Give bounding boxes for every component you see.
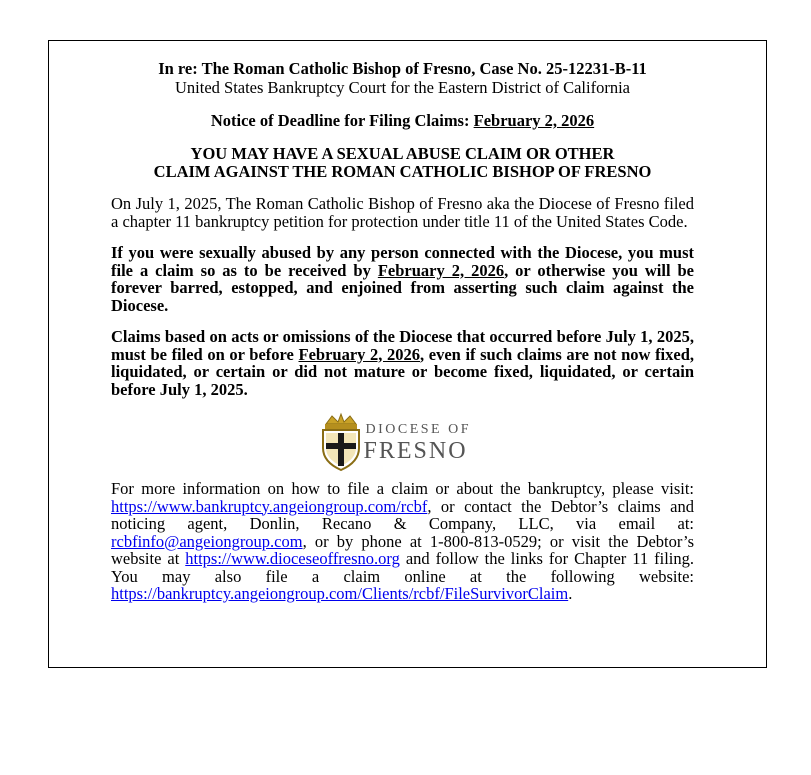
prepetition-text: Claims based on acts or omissions of the Diocese that occurred before July 1, 2025, must be filed on or before — [111, 327, 694, 364]
more-info-paragraph — [111, 480, 694, 603]
notice-content — [111, 59, 694, 603]
info-text-2: , or contact the Debtor’s claims and noticing agent, Donlin, Recano & Company, LLC, via email at: — [111, 496, 694, 533]
deadline-date: February 2, 2026 — [473, 111, 595, 130]
email-link[interactable]: rcbfinfo@angeiongroup.com — [111, 531, 303, 551]
logo-line-2: FRESNO — [363, 438, 468, 464]
diocese-crest-icon — [318, 412, 364, 472]
headline-line-2: CLAIM AGAINST THE ROMAN CATHOLIC BISHOP OF FRESNO — [153, 162, 652, 181]
info-text-1: For more information on how to file a claim or about the bankruptcy, please visit: — [111, 479, 694, 498]
abuse-claim-date: February 2, 2026 — [377, 260, 505, 280]
abuse-claim-text-end: , or otherwise you will be forever barred, estopped, and enjoined from asserting such claim against the Diocese. — [111, 260, 695, 315]
diocese-logo — [318, 412, 488, 472]
bankruptcy-site-link[interactable]: https://www.bankruptcy.angeiongroup.com/rcbf — [111, 496, 428, 516]
case-title: In re: The Roman Catholic Bishop of Fresno, Case No. 25-12231-B-11 — [158, 59, 647, 78]
info-text-5: . — [568, 584, 573, 603]
info-text-4: and follow the links for Chapter 11 filing. You may also file a claim online at the following website: — [111, 549, 694, 586]
legal-notice — [48, 40, 767, 668]
deadline-line — [111, 111, 694, 131]
filing-paragraph: On July 1, 2025, The Roman Catholic Bishop of Fresno aka the Diocese of Fresno filed a chapter 11 bankruptcy petition for protection under title 11 of the United States Code. — [111, 194, 694, 231]
abuse-claim-paragraph — [111, 244, 694, 314]
headline-line-1: YOU MAY HAVE A SEXUAL ABUSE CLAIM OR OTHER — [190, 144, 615, 163]
court-name: United States Bankruptcy Court for the Eastern District of California — [174, 78, 630, 97]
diocese-site-link[interactable]: https://www.dioceseoffresno.org — [185, 549, 400, 568]
file-claim-link[interactable]: https://bankruptcy.angeiongroup.com/Clients/rcbf/FileSurvivorClaim — [111, 584, 569, 603]
prepetition-text-end: , even if such claims are not now fixed, liquidated, or certain or did not mature or become fixed, liquidated, or certain before July 1, 2025. — [111, 344, 695, 399]
abuse-claim-text: If you were sexually abused by any person connected with the Diocese, you must file a claim so as to be received by — [111, 243, 694, 280]
logo-line-1: DIOCESE OF — [365, 422, 472, 437]
prepetition-date: February 2, 2026 — [298, 344, 421, 364]
deadline-label: Notice of Deadline for Filing Claims: — [210, 111, 470, 130]
headline — [111, 145, 694, 181]
info-text-3: , or by phone at 1-800-813-0529; or visit the Debtor’s website at — [111, 531, 694, 568]
prepetition-claims-paragraph — [111, 328, 694, 398]
